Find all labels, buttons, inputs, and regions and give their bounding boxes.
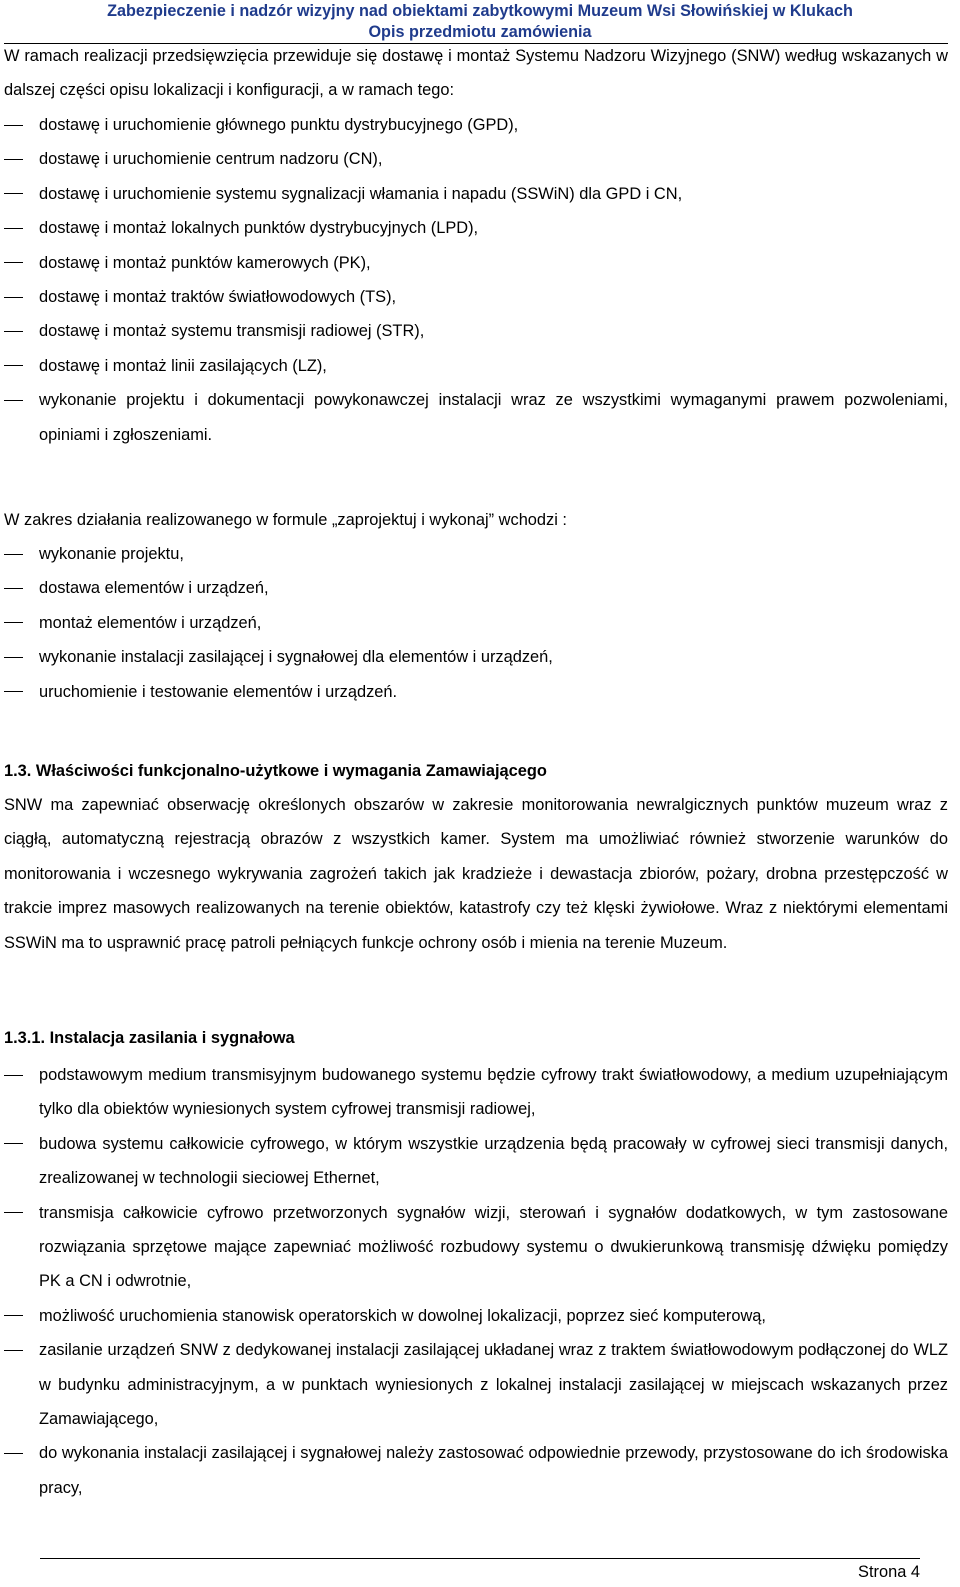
intro-paragraph: W ramach realizacji przedsięwzięcia przewiduje się dostawę i montaż Systemu Nadzoru Wizyjnego (SNW) według wskazanych w dalszej części opisu lokalizacji i konfiguracji, a w ramach tego:: [4, 47, 948, 100]
header-subtitle: Opis przedmiotu zamówienia: [368, 23, 592, 41]
list-item-text: dostawę i montaż traktów światłowodowych (TS),: [39, 288, 397, 307]
list-item: [4, 1333, 948, 1436]
list-item-text: wykonanie instalacji zasilającej i sygnałowej dla elementów i urządzeń,: [39, 648, 553, 667]
list-item: [4, 571, 948, 605]
dash-bullet-icon: [4, 1453, 23, 1454]
dash-bullet-icon: [4, 1075, 23, 1076]
scope-list: [4, 537, 948, 709]
section-title: Instalacja zasilania i sygnałowa: [49, 1029, 295, 1047]
dash-bullet-icon: [4, 1315, 23, 1316]
list-item: [4, 211, 948, 245]
list-item: [4, 606, 948, 640]
list-item: [4, 1299, 948, 1333]
list-item-text: montaż elementów i urządzeń,: [39, 613, 262, 632]
scope-intro-paragraph: W zakres działania realizowanego w formule „zaprojektuj i wykonaj” wchodzi :: [4, 511, 567, 529]
list-item: [4, 142, 948, 176]
power-signal-list: [4, 1058, 948, 1505]
list-item-text: budowa systemu całkowicie cyfrowego, w którym wszystkie urządzenia będą pracowały w cyfrowej sieci transmisji danych, zrealizowanej w technologii sieciowej Ethernet,: [39, 1134, 948, 1188]
list-item-text: możliwość uruchomienia stanowisk operatorskich w dowolnej lokalizacji, poprzez sieć komputerową,: [39, 1306, 766, 1325]
list-item: [4, 177, 948, 211]
list-item-text: uruchomienie i testowanie elementów i urządzeń.: [39, 682, 398, 701]
list-item-text: zasilanie urządzeń SNW z dedykowanej instalacji zasilającej układanej wraz z traktem światłowodowym podłączonej do WLZ w budynku administracyjnym, a w punktach wyniesionych z lokalnej instalacji zasilającej w miejscach wskazanych przez Zamawiającego,: [39, 1341, 948, 1429]
list-item-text: do wykonania instalacji zasilającej i sygnałowej należy zastosować odpowiednie przewody, przystosowane do ich środowiska pracy,: [39, 1444, 948, 1497]
section-number: 1.3.1.: [4, 1029, 46, 1047]
dash-bullet-icon: [4, 365, 23, 366]
header-title: Zabezpieczenie i nadzór wizyjny nad obiektami zabytkowymi Muzeum Wsi Słowińskiej w Klukach: [107, 2, 853, 20]
list-item-text: dostawę i uruchomienie centrum nadzoru (CN),: [39, 150, 383, 169]
list-item-text: dostawę i montaż systemu transmisji radiowej (STR),: [39, 322, 425, 341]
list-item-text: dostawa elementów i urządzeń,: [39, 579, 269, 598]
footer-rule: [40, 1558, 920, 1559]
section-heading-1-3-1: [4, 1021, 948, 1055]
list-item: [4, 383, 948, 452]
dash-bullet-icon: [4, 297, 23, 298]
dash-bullet-icon: [4, 1143, 23, 1144]
list-item: [4, 1196, 948, 1299]
dash-bullet-icon: [4, 400, 23, 401]
section-heading-1-3: [4, 754, 948, 788]
delivery-list: [4, 108, 948, 452]
dash-bullet-icon: [4, 193, 23, 194]
list-item-text: dostawę i uruchomienie systemu sygnalizacji włamania i napadu (SSWiN) dla GPD i CN,: [39, 184, 683, 203]
list-item: [4, 280, 948, 314]
list-item-text: transmisja całkowicie cyfrowo przetworzonych sygnałów wizji, sterowań i sygnałów dodatkowych, w tym zastosowane rozwiązania sprzętowe mające zapewniać możliwość rozbudowy systemu o dwukierunkową transmisję dźwięku pomiędzy PK a CN i odwrotnie,: [39, 1203, 948, 1291]
dash-bullet-icon: [4, 262, 23, 263]
list-item-text: wykonanie projektu,: [39, 545, 184, 563]
list-item: [4, 349, 948, 383]
list-item: [4, 537, 948, 571]
list-item-text: dostawę i uruchomienie głównego punktu dystrybucyjnego (GPD),: [39, 116, 519, 134]
list-item: [4, 1058, 948, 1127]
dash-bullet-icon: [4, 691, 23, 692]
list-item-text: dostawę i montaż linii zasilających (LZ),: [39, 356, 327, 375]
page-number: Strona 4: [858, 1563, 920, 1581]
dash-bullet-icon: [4, 331, 23, 332]
section-1-3-body: SNW ma zapewniać obserwację określonych obszarów w zakresie monitorowania newralgicznych punktów muzeum wraz z ciągłą, automatyczną rejestracją obrazów z wszystkich kamer. System ma umożliwiać również stworzenie warunków do monitorowania i wczesnego wykrywania zagrożeń takich jak kradzieże i dewastacja zbiorów, pożary, drobna przestępczość w trakcie imprez masowych realizowanych na terenie obiektów, katastrofy czy też klęski żywiołowe. Wraz z niektórymi elementami SSWiN ma to usprawnić pracę patroli pełniących funkcje ochrony osób i mienia na terenie Muzeum.: [4, 796, 948, 952]
dash-bullet-icon: [4, 554, 23, 555]
list-item-text: wykonanie projektu i dokumentacji powykonawczej instalacji wraz ze wszystkimi wymaganymi prawem pozwoleniami, opiniami i zgłoszeniami.: [39, 391, 948, 444]
list-item-text: podstawowym medium transmisyjnym budowanego systemu będzie cyfrowy trakt światłowodowy, a medium uzupełniającym tylko dla obiektów wyniesionych system cyfrowej transmisji radiowej,: [39, 1066, 948, 1119]
list-item-text: dostawę i montaż lokalnych punktów dystrybucyjnych (LPD),: [39, 219, 479, 238]
list-item: [4, 314, 948, 348]
list-item-text: dostawę i montaż punktów kamerowych (PK),: [39, 253, 371, 272]
dash-bullet-icon: [4, 622, 23, 623]
dash-bullet-icon: [4, 159, 23, 160]
list-item: [4, 1127, 948, 1196]
dash-bullet-icon: [4, 1350, 23, 1351]
list-item: [4, 675, 948, 709]
list-item: [4, 246, 948, 280]
dash-bullet-icon: [4, 1212, 23, 1213]
dash-bullet-icon: [4, 228, 23, 229]
list-item: [4, 108, 948, 142]
list-item: [4, 640, 948, 674]
list-item: [4, 1436, 948, 1505]
dash-bullet-icon: [4, 588, 23, 589]
dash-bullet-icon: [4, 125, 23, 126]
section-title: Właściwości funkcjonalno-użytkowe i wymagania Zamawiającego: [35, 762, 547, 780]
dash-bullet-icon: [4, 657, 23, 658]
section-number: 1.3.: [4, 762, 32, 780]
